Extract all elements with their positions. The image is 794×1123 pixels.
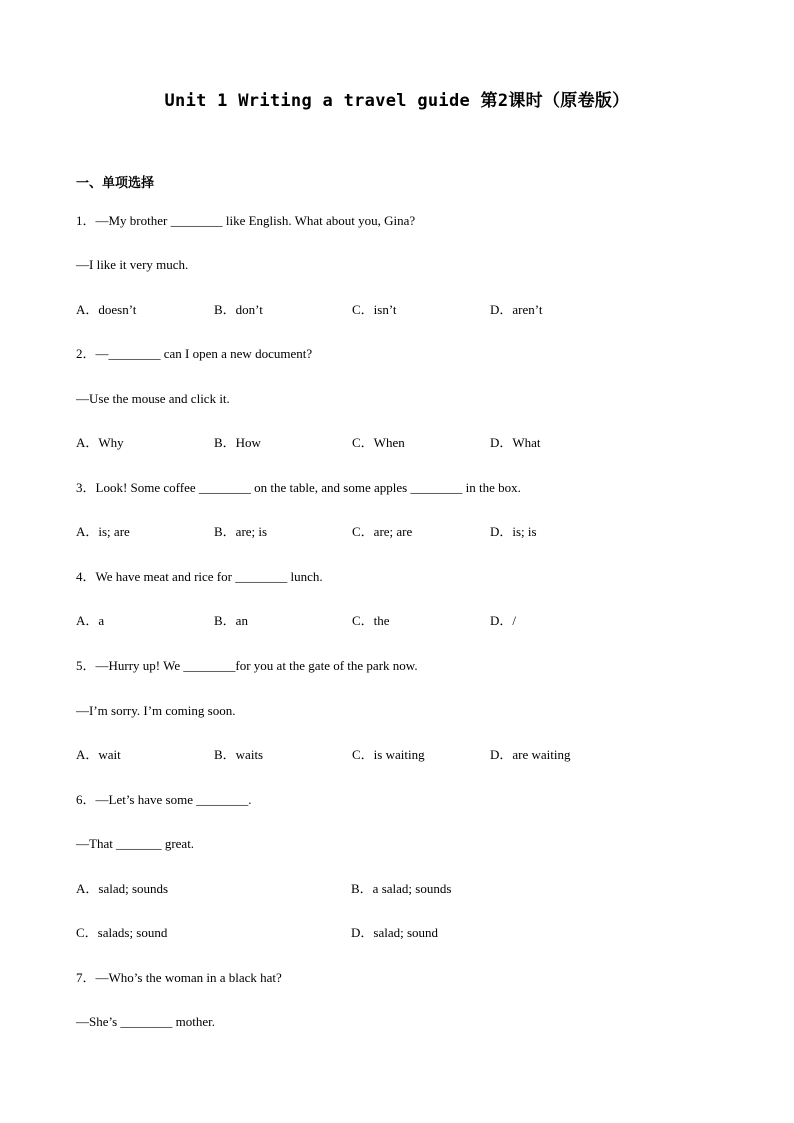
question-5-reply: —I’m sorry. I’m coming soon. — [76, 703, 236, 718]
question-5-option-c[interactable]: C．is waiting — [352, 747, 425, 762]
question-6-option-a[interactable]: A．salad; sounds — [76, 881, 169, 896]
question-4-option-c[interactable]: C．the — [352, 613, 390, 628]
question-2-stem: 2．—________ can I open a new document? — [76, 346, 313, 361]
page-title: Unit 1 Writing a travel guide 第2课时（原卷版） — [164, 91, 630, 111]
question-4-option-b[interactable]: B．an — [214, 613, 248, 628]
question-3-option-a[interactable]: A．is; are — [76, 524, 130, 539]
question-3-option-b[interactable]: B．are; is — [214, 524, 268, 539]
question-5-option-d[interactable]: D．are waiting — [490, 747, 571, 762]
question-2-option-d[interactable]: D．What — [490, 435, 541, 450]
question-2-option-c[interactable]: C．When — [352, 435, 405, 450]
question-1-option-d[interactable]: D．aren’t — [490, 302, 543, 317]
section-heading: 一、单项选择 — [76, 176, 155, 191]
question-6-option-b[interactable]: B．a salad; sounds — [351, 881, 452, 896]
question-6-stem: 6．—Let’s have some ________. — [76, 792, 252, 807]
question-4-option-d[interactable]: D．/ — [490, 613, 517, 628]
question-3-stem: 3．Look! Some coffee ________ on the table, and some apples ________ in the box. — [76, 480, 521, 495]
question-2-reply: —Use the mouse and click it. — [76, 391, 230, 406]
question-2-option-b[interactable]: B．How — [214, 435, 261, 450]
question-2-option-a[interactable]: A．Why — [76, 435, 124, 450]
question-4-stem: 4．We have meat and rice for ________ lunch. — [76, 569, 323, 584]
question-1-option-b[interactable]: B．don’t — [214, 302, 263, 317]
question-5-option-a[interactable]: A．wait — [76, 747, 121, 762]
question-7-reply: —She’s ________ mother. — [76, 1014, 216, 1029]
question-3-option-c[interactable]: C．are; are — [352, 524, 413, 539]
question-1-option-c[interactable]: C．isn’t — [352, 302, 397, 317]
question-7-stem: 7．—Who’s the woman in a black hat? — [76, 970, 282, 985]
question-3-option-d[interactable]: D．is; is — [490, 524, 537, 539]
question-4-option-a[interactable]: A．a — [76, 613, 105, 628]
question-6-option-d[interactable]: D．salad; sound — [351, 925, 439, 940]
question-1-stem: 1．—My brother ________ like English. What about you, Gina? — [76, 213, 416, 228]
question-5-option-b[interactable]: B．waits — [214, 747, 264, 762]
question-1-option-a[interactable]: A．doesn’t — [76, 302, 137, 317]
question-5-stem: 5．—Hurry up! We ________for you at the gate of the park now. — [76, 658, 418, 673]
question-6-option-c[interactable]: C．salads; sound — [76, 925, 168, 940]
question-6-reply: —That _______ great. — [76, 836, 195, 851]
question-1-reply: —I like it very much. — [76, 257, 189, 272]
